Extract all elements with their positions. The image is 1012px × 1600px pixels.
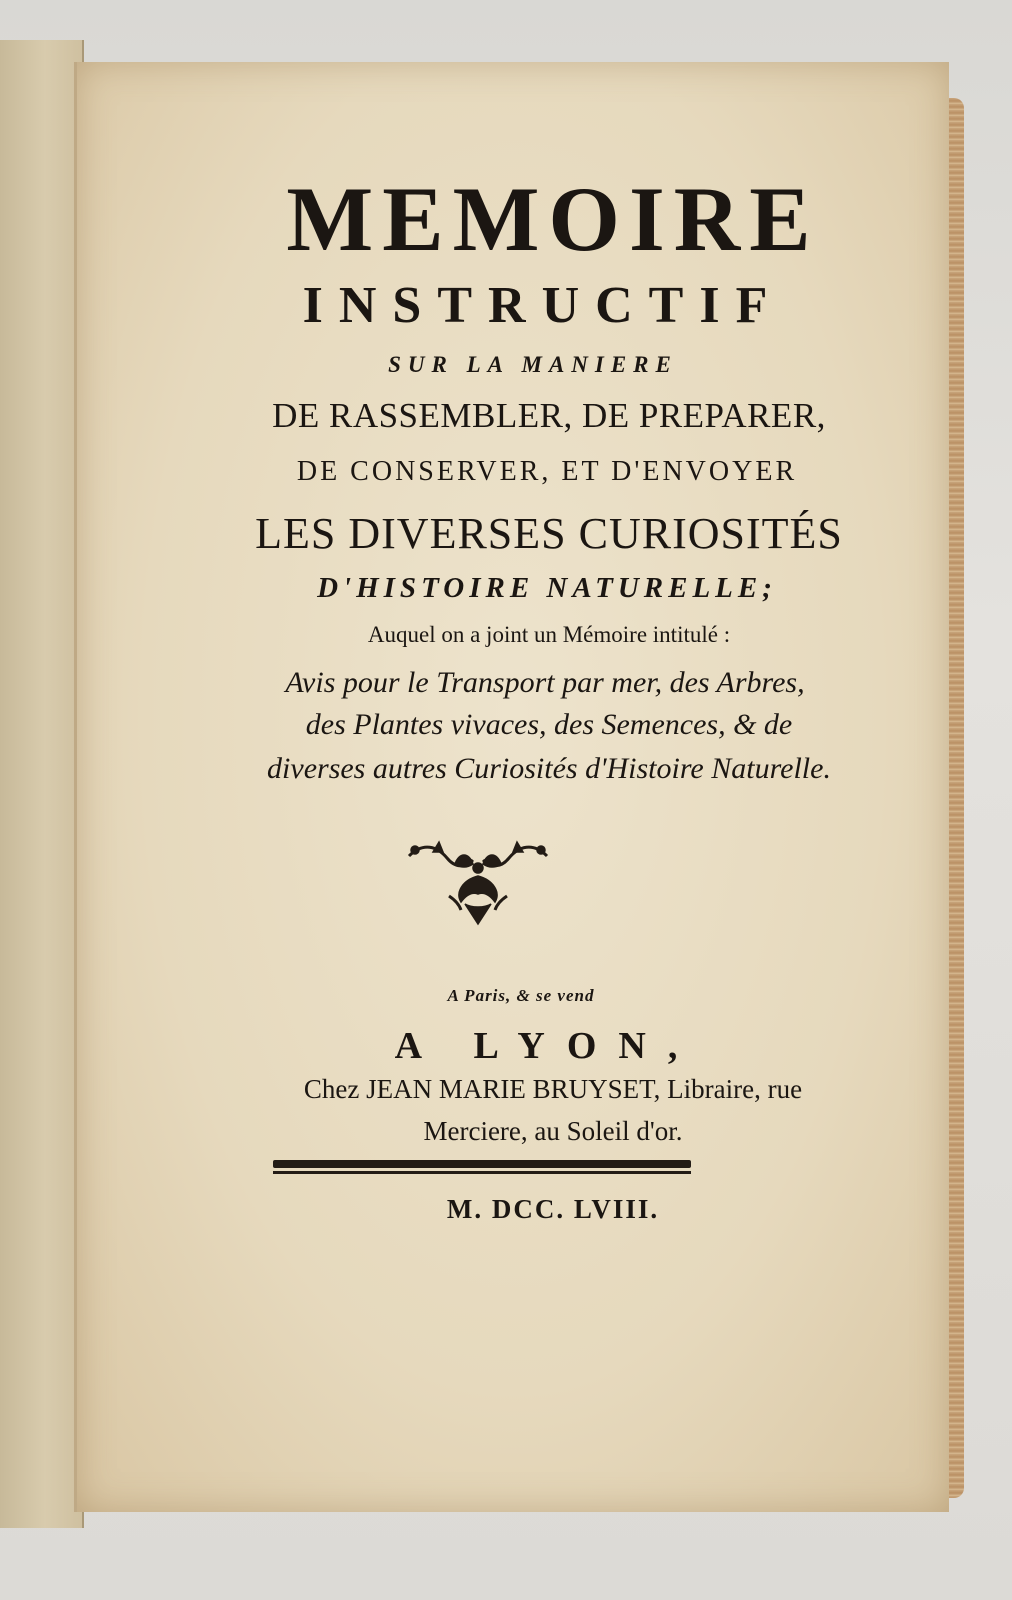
avis-line-3: diverses autres Curiosités d'Histoire Naturelle. [267, 752, 831, 785]
line-sur-la-maniere: SUR LA MANIERE [388, 352, 678, 377]
avis-line-1: Avis pour le Transport par mer, des Arbres, [285, 666, 805, 699]
line-histoire-naturelle: D'HISTOIRE NATURELLE; [317, 572, 777, 604]
subtitle-instructif: INSTRUCTIF [302, 277, 784, 334]
title-page [74, 62, 949, 1512]
imprint-publisher: Chez JEAN MARIE BRUYSET, Libraire, rue [303, 1074, 803, 1104]
imprint-city: A LYON, [394, 1025, 700, 1067]
line-diverses-curiosites: LES DIVERSES CURIOSITÉS [255, 509, 843, 558]
double-rule-divider [273, 1160, 691, 1176]
imprint-paris: A Paris, & se vend [447, 986, 595, 1005]
line-rassembler: DE RASSEMBLER, DE PREPARER, [272, 396, 826, 435]
publication-date: M. DCC. LVIII. [446, 1194, 660, 1224]
imprint-address: Merciere, au Soleil d'or. [423, 1116, 683, 1146]
title-memoire: MEMOIRE [286, 168, 820, 270]
line-auquel: Auquel on a joint un Mémoire intitulé : [367, 622, 731, 647]
left-page-edge [0, 40, 84, 1528]
floral-vignette-icon [403, 832, 553, 932]
avis-line-2: des Plantes vivaces, des Semences, & de [305, 708, 793, 741]
line-conserver: DE CONSERVER, ET D'ENVOYER [296, 456, 798, 487]
